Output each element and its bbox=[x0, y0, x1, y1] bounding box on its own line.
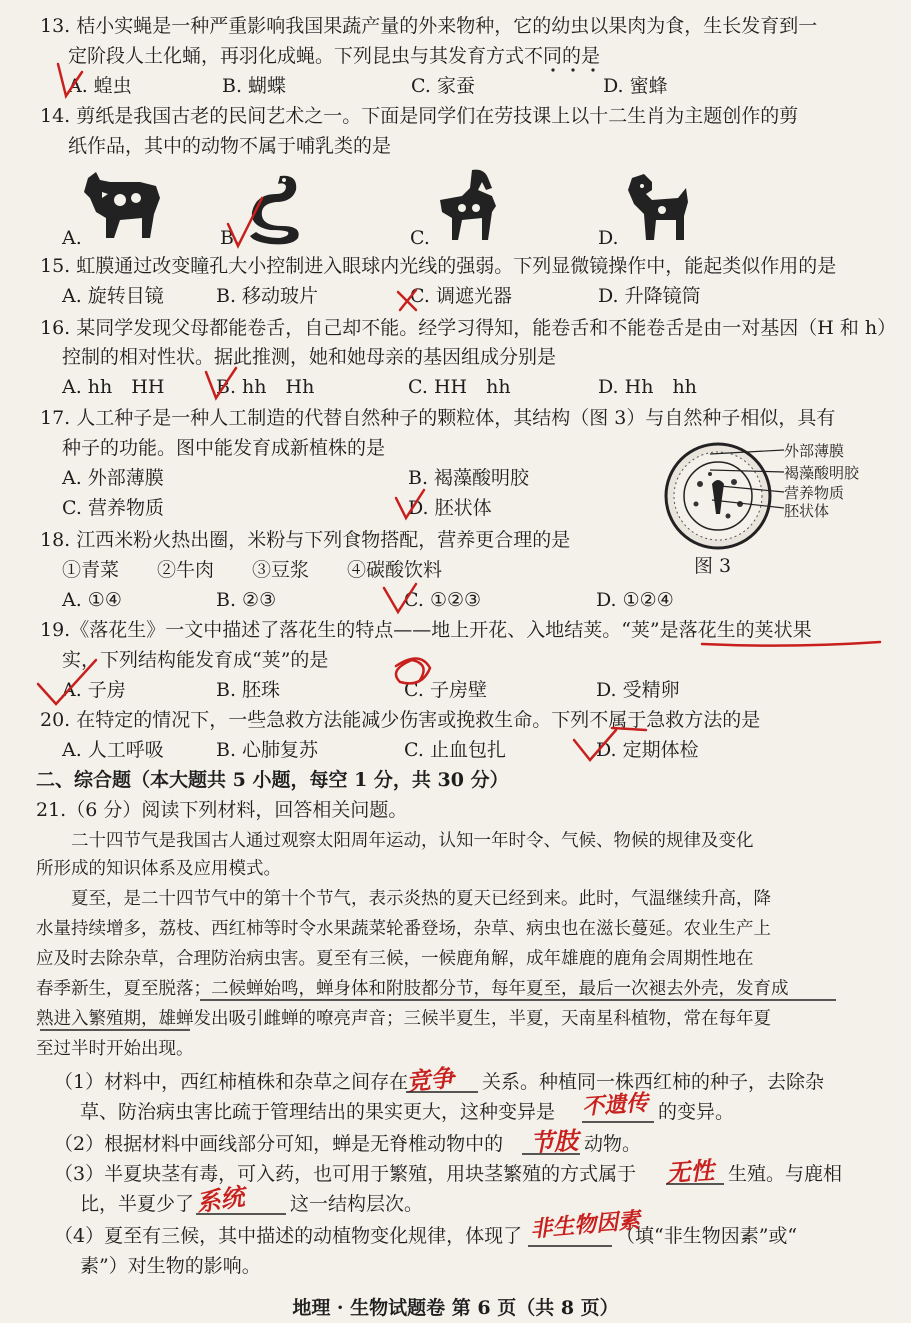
q14-option-b[interactable]: B. bbox=[220, 227, 241, 249]
answer-blank-5[interactable]: 系统 bbox=[194, 1182, 247, 1218]
q14-option-c[interactable]: C. bbox=[410, 227, 430, 249]
passage-line-2: 所形成的知识体系及应用模式。 bbox=[36, 859, 281, 879]
q19-stem-line2: 实，下列结构能发育成“荚”的是 bbox=[62, 649, 329, 671]
page-footer: 地理 · 生物试题卷 第 6 页（共 8 页） bbox=[292, 1297, 619, 1319]
q16-option-d[interactable]: D. Hh hh bbox=[598, 376, 697, 398]
q13-option-a[interactable]: A. 蝗虫 bbox=[68, 75, 132, 97]
q21-sub4-text-a: （4）夏至有三候，其中描述的动植物变化规律，体现了 bbox=[54, 1225, 523, 1247]
q21-sub3-text-d: 这一结构层次。 bbox=[290, 1193, 424, 1215]
artificial-seed-diagram bbox=[660, 438, 780, 556]
passage-line-5: 应及时去除杂草，合理防治病虫害。夏至有三候，一候鹿角解，成年雄鹿的鹿角会周期性地在 bbox=[36, 949, 754, 969]
section-heading: 二、综合题（本大题共 5 小题，每空 1 分，共 30 分） bbox=[36, 769, 509, 791]
passage-line-7: 熟进入繁殖期，雄蝉发出吸引雌蝉的嘹亮声音；三候半夏生，半夏，天南星科植物，常在每年夏 bbox=[36, 1009, 771, 1029]
q15-option-a[interactable]: A. 旋转目镜 bbox=[62, 285, 164, 307]
q20-option-a[interactable]: A. 人工呼吸 bbox=[62, 739, 164, 761]
q17-stem-line1: 17. 人工种子是一种人工制造的代替自然种子的颗粒体，其结构（图 3）与自然种子相似，具有 bbox=[40, 407, 836, 429]
passage-line-1: 二十四节气是我国古人通过观察太阳周年运动，认知一年时令、气候、物候的规律及变化 bbox=[36, 831, 754, 851]
q21-title: 21.（6 分）阅读下列材料，回答相关问题。 bbox=[36, 799, 408, 821]
figure-label-alginate-gel: 褐藻酸明胶 bbox=[784, 464, 860, 482]
q21-sub3-text-c: 比，半夏少了 bbox=[80, 1193, 195, 1215]
figure-label-nutrients: 营养物质 bbox=[784, 484, 845, 502]
answer-blank-4[interactable]: 无性 bbox=[665, 1156, 716, 1188]
q15-option-d[interactable]: D. 升降镜筒 bbox=[598, 285, 701, 307]
ox-papercut-icon bbox=[80, 168, 164, 244]
q18-option-a[interactable]: A. ①④ bbox=[62, 589, 122, 611]
q17-option-c[interactable]: C. 营养物质 bbox=[62, 497, 164, 519]
q13-option-c[interactable]: C. 家蚕 bbox=[411, 75, 475, 97]
q21-sub3-text-a: （3）半夏块茎有毒，可入药，也可用于繁殖，用块茎繁殖的方式属于 bbox=[54, 1163, 637, 1185]
q21-sub1-text-a: （1）材料中，西红柿植株和杂草之间存在 bbox=[54, 1071, 409, 1093]
q18-food-list: ①青菜 ②牛肉 ③豆浆 ④碳酸饮料 bbox=[62, 559, 443, 581]
q16-option-c[interactable]: C. HH hh bbox=[408, 376, 511, 398]
q18-option-c[interactable]: C. ①②③ bbox=[404, 589, 482, 611]
q16-stem-line2: 控制的相对性状。据此推测，她和她母亲的基因组成分别是 bbox=[62, 346, 557, 368]
answer-blank-2[interactable]: 不遗传 bbox=[581, 1090, 649, 1121]
q16-stem-line1: 16. 某同学发现父母都能卷舌，自己却不能。经学习得知，能卷舌和不能卷舌是由一对基因（H 和 h） bbox=[40, 317, 897, 339]
q13-stem-line1: 13. 桔小实蝇是一种严重影响我国果蔬产量的外来物种，它的幼虫以果肉为食，生长发育到一 bbox=[40, 15, 818, 37]
q20-stem-line1: 20. 在特定的情况下，一些急救方法能减少伤害或挽救生命。下列不属于急救方法的是 bbox=[40, 709, 761, 731]
q14-stem-line1: 14. 剪纸是我国古老的民间艺术之一。下面是同学们在劳技课上以十二生肖为主题创作的剪 bbox=[40, 105, 799, 127]
q19-option-a[interactable]: A. 子房 bbox=[62, 679, 126, 701]
q18-stem-line1: 18. 江西米粉火热出圈，米粉与下列食物搭配，营养更合理的是 bbox=[40, 529, 571, 551]
q17-option-d[interactable]: D. 胚状体 bbox=[408, 497, 492, 519]
dog-papercut-icon bbox=[622, 168, 692, 244]
passage-line-8: 至过半时开始出现。 bbox=[36, 1039, 194, 1059]
passage-line-6: 春季新生，夏至脱落；二候蝉始鸣，蝉身体和附肢都分节，每年夏至，最后一次褪去外壳，发育成 bbox=[36, 979, 789, 999]
answer-blank-6[interactable]: 非生物因素 bbox=[529, 1208, 642, 1243]
q18-option-b[interactable]: B. ②③ bbox=[216, 589, 277, 611]
q21-sub2-text-b: 动物。 bbox=[584, 1133, 642, 1155]
answer-blank-1[interactable]: 竞争 bbox=[404, 1063, 456, 1097]
passage-line-3: 夏至，是二十四节气中的第十个节气，表示炎热的夏天已经到来。此时，气温继续升高，降 bbox=[36, 889, 771, 909]
q21-sub3-text-b: 生殖。与鹿相 bbox=[728, 1163, 843, 1185]
q15-option-b[interactable]: B. 移动玻片 bbox=[216, 285, 319, 307]
q14-option-a[interactable]: A. bbox=[62, 227, 82, 249]
figure-label-embryoid: 胚状体 bbox=[784, 502, 830, 520]
q21-sub4-text-c: 素”）对生物的影响。 bbox=[80, 1255, 261, 1277]
q19-option-d[interactable]: D. 受精卵 bbox=[596, 679, 680, 701]
q14-stem-line2: 纸作品，其中的动物不属于哺乳类的是 bbox=[68, 135, 392, 157]
q17-stem-line2: 种子的功能。图中能发育成新植株的是 bbox=[62, 437, 386, 459]
q20-option-b[interactable]: B. 心肺复苏 bbox=[216, 739, 319, 761]
q19-stem-line1: 19.《落花生》一文中描述了落花生的特点——地上开花、入地结荚。“荚”是落花生的荚状果 bbox=[40, 619, 812, 641]
q13-option-b[interactable]: B. 蝴蝶 bbox=[222, 75, 287, 97]
q21-sub4-text-b: （填“非生物因素”或“ bbox=[616, 1225, 798, 1247]
q17-option-a[interactable]: A. 外部薄膜 bbox=[62, 467, 164, 489]
q21-sub1-text-b: 关系。种植同一株西红柿的种子，去除杂 bbox=[482, 1071, 825, 1093]
q13-stem-line2: 定阶段人土化蛹，再羽化成蝇。下列昆虫与其发育方式不同的是 bbox=[68, 45, 601, 67]
q21-sub1-text-c: 草、防治病虫害比疏于管理结出的果实更大，这种变异是 bbox=[80, 1101, 556, 1123]
q20-option-d[interactable]: D. 定期体检 bbox=[596, 739, 699, 761]
goat-papercut-icon bbox=[432, 166, 502, 246]
q19-option-b[interactable]: B. 胚珠 bbox=[216, 679, 281, 701]
figure-label-outer-membrane: 外部薄膜 bbox=[784, 442, 845, 460]
q15-option-c[interactable]: C. 调遮光器 bbox=[410, 285, 512, 307]
q20-option-c[interactable]: C. 止血包扎 bbox=[404, 739, 506, 761]
q16-option-b[interactable]: B. hh Hh bbox=[216, 376, 315, 398]
q15-stem-line1: 15. 虹膜通过改变瞳孔大小控制进入眼球内光线的强弱。下列显微镜操作中，能起类似作用的是 bbox=[40, 255, 837, 277]
snake-papercut-icon bbox=[240, 168, 310, 248]
q21-sub1-text-d: 的变异。 bbox=[658, 1101, 735, 1123]
figure-caption: 图 3 bbox=[694, 555, 732, 577]
q17-option-b[interactable]: B. 褐藻酸明胶 bbox=[408, 467, 530, 489]
q18-option-d[interactable]: D. ①②④ bbox=[596, 589, 674, 611]
q13-option-d[interactable]: D. 蜜蜂 bbox=[603, 75, 668, 97]
answer-blank-3[interactable]: 节肢 bbox=[529, 1126, 579, 1158]
passage-line-4: 水量持续增多，荔枝、西红柿等时令水果蔬菜轮番登场，杂草、病虫也在滋长蔓延。农业生产上 bbox=[36, 919, 771, 939]
q19-option-c[interactable]: C. 子房壁 bbox=[404, 679, 487, 701]
q21-sub2-text-a: （2）根据材料中画线部分可知，蝉是无脊椎动物中的 bbox=[54, 1133, 504, 1155]
q16-option-a[interactable]: A. hh HH bbox=[62, 376, 165, 398]
q14-option-d[interactable]: D. bbox=[598, 227, 619, 249]
